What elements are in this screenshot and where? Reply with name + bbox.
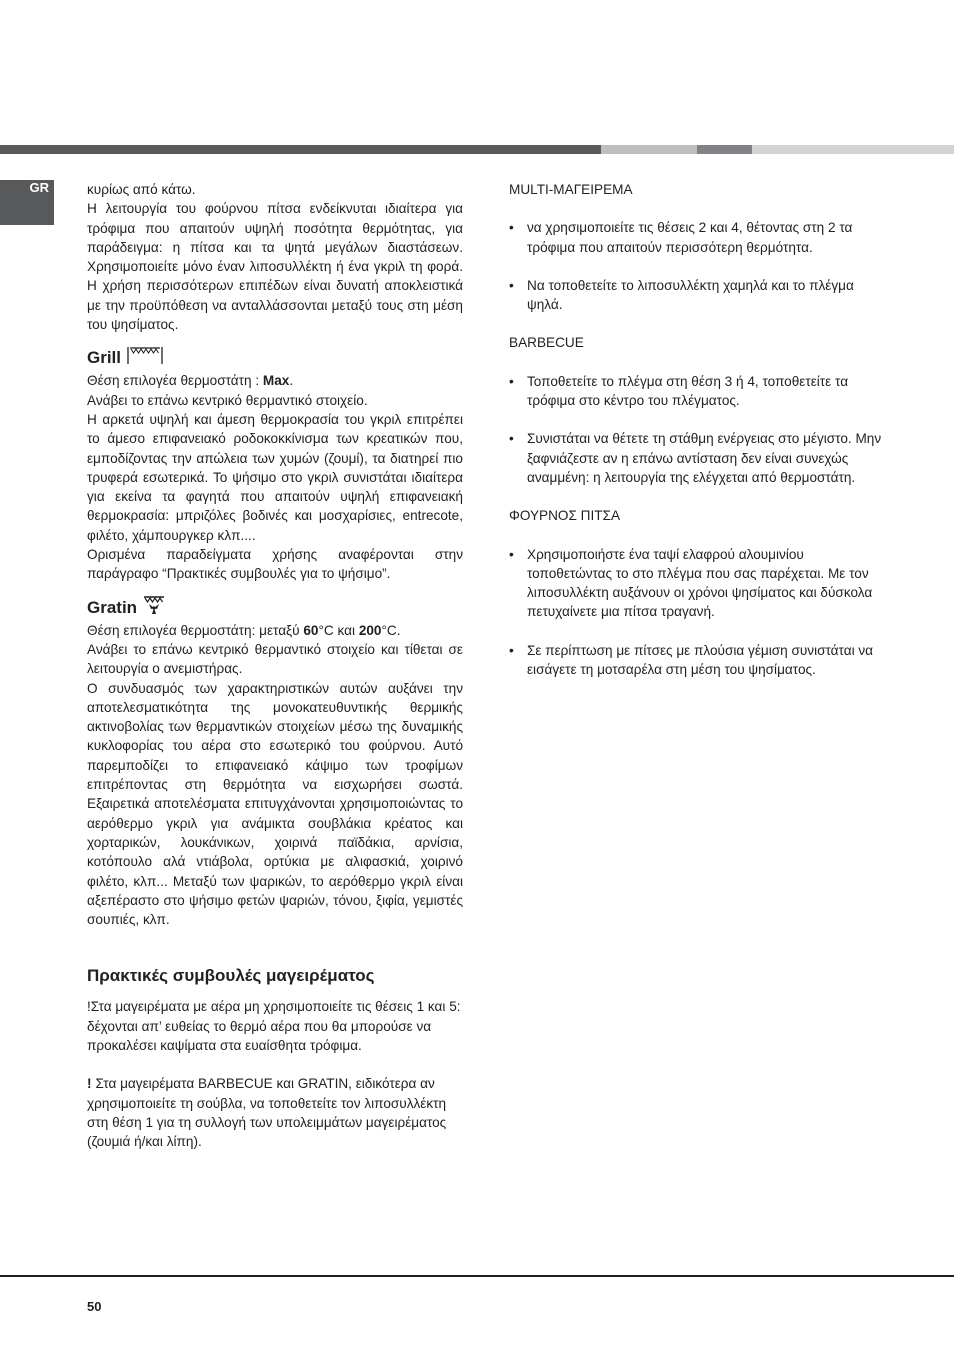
grill-element-line: Ανάβει το επάνω κεντρικό θερμαντικό στοιχείο. (87, 392, 368, 408)
language-tab: GR (0, 180, 54, 225)
left-column (87, 180, 463, 1151)
header-bar-dark (0, 145, 601, 154)
barbecue-list (509, 372, 889, 487)
list-item: • Συνιστάται να θέτετε τη στάθμη ενέργειας στο μέγιστο. Μην ξαφνιάζεστε αν η επάνω αντίσταση δεν είναι συνεχώς αναμμένη: η λειτουργία της ελέγχεται από θερμοστάτη. (509, 429, 889, 487)
list-item: • Να τοποθετείτε το λιποσυλλέκτη χαμηλά και το πλέγμα ψηλά. (509, 276, 889, 315)
tip-warning: ! Στα μαγειρέματα BARBECUE και GRATIN, ειδικότερα αν χρησιμοποιείτε τη σούβλα, να τοποθετείτε τον λιποσυλλέκτη στη θέση 1 για τη συλλογή των υπολειμμάτων μαγειρέματος (ζουμιά ή/και λίπη). (87, 1076, 447, 1150)
grill-title: Grill (87, 348, 122, 368)
multi-list (509, 218, 889, 314)
grill-setting: Θέση επιλογέα θερμοστάτη : Max. (87, 373, 294, 389)
warning-mark: ! (87, 1076, 92, 1092)
section-label-barbecue: BARBECUE (509, 335, 584, 351)
grill-icon (127, 345, 163, 371)
intro-paragraph: Η λειτουργία του φούρνου πίτσα ενδείκνυται ιδιαίτερα για τρόφιμα που απαιτούν υψηλή ποσότητα θερμότητας, για παράδειγμα: η πίτσα και τα ψητά μεγάλων διαστάσεων. Χρησιμοποιείτε μόνο έναν λιποσυλλέκτη ή ένα γκριλ τη φορά. Η χρήση περισσότερων επιπέδων είναι δυνατή αποκλειστικά με την προϋπόθεση να ανταλλάσσονται μεταξύ τους στη μέση του ψησίματος. (87, 201, 463, 333)
warning-mark: ! (87, 999, 91, 1015)
gratin-body: Ο συνδυασμός των χαρακτηριστικών αυτών αυξάνει την αποτελεσματικότητα της μονοκατευθυντικής θερμικής ακτινοβολίας των θερμαντικών στοιχείων μέσω της δυναμικής κυκλοφορίας του αέρα στο εσωτερικό του φούρνου. Αυτό παρεμποδίζει το επιφανειακό κάψιμο των τροφίμων επιτρέποντας στη θερμότητα να εισχωρήσει σωστά. Εξαιρετικά αποτελέσματα επιτυγχάνονται χρησιμοποιώντας το αερόθερμο γκριλ για ανάμικτα σουβλάκια κρέατος και χορταρικών, λουκάνικων, χοιρινά παϊδάκια, αρνίσια, κοτόπουλο αλά ντιάβολα, ορτύκια με αλιφασκιά, χοιρινό φιλέτο, κλπ... Μεταξύ των ψαρικών, το αερόθερμο γκριλ είναι αξεπέραστο στο ψήσιμο φετών ψαριών, τόνου, ξιφία, γεμιστές σουπιές, κλπ. (87, 680, 463, 928)
gratin-fan-icon (143, 595, 165, 621)
gratin-setting: Θέση επιλογέα θερμοστάτη: μεταξύ 60°C και 200°C. (87, 622, 401, 638)
pizza-list (509, 545, 889, 680)
grill-heading (87, 345, 463, 371)
footer-rule (0, 1275, 954, 1277)
list-item: • Χρησιμοποιήστε ένα ταψί ελαφρού αλουμινίου τοποθετώντας το στο πλέγμα που σας παρέχεται. Με τον λιποσυλλέκτη αυξάνουν οι χρόνοι ψησίματος και δύσκολα πετυχαίνετε μια πίτσα τραγανή. (509, 545, 889, 622)
intro-line: κυρίως από κάτω. (87, 182, 196, 197)
header-bar-light (601, 145, 697, 154)
section-label-multi: MULTI-ΜΑΓΕΙΡΕΜΑ (509, 182, 633, 197)
tips-heading: Πρακτικές συμβουλές μαγειρέματος (87, 966, 375, 986)
grill-reference: Ορισμένα παραδείγματα χρήσης αναφέρονται στην παράγραφο “Πρακτικές συμβουλές για το ψήσιμο”. (87, 547, 463, 582)
page-number: 50 (87, 1299, 102, 1314)
tip-warning: !Στα μαγειρέματα με αέρα μη χρησιμοποιείτε τις θέσεις 1 και 5: δέχονται απ’ ευθείας το θερμό αέρα που θα μπορούσε να προκαλέσει καψίματα στα ευαίσθητα τρόφιμα. (87, 999, 461, 1053)
list-item: • Τοποθετείτε το πλέγμα στη θέση 3 ή 4, τοποθετείτε τα τρόφιμα στο κέντρο του πλέγματος. (509, 372, 889, 411)
gratin-title: Gratin (87, 597, 138, 617)
grill-body: Η αρκετά υψηλή και άμεση θερμοκρασία του γκριλ επιτρέπει το άμεσο επιφανειακό ροδοκοκκίνισμα των κρεατικών που, εμποδίζοντας την απώλεια των χυμών (ζουμί), τα διατηρεί πιο τρυφερά εσωτερικά. Το ψήσιμο στο γκριλ συνιστάται ιδιαίτερα για εκείνα τα φαγητά που απαιτούν υψηλή επιφανειακή θερμοκρασία: μπριζόλες βοδινές και μοσχαρίσιες, entrecote, φιλέτο, χάμπουργκερ κλπ.... (87, 411, 463, 543)
right-column (509, 180, 889, 698)
section-label-pizza: ΦΟΥΡΝΟΣ ΠΙΤΣΑ (509, 508, 621, 524)
header-bar-pale (752, 145, 954, 154)
list-item: • Σε περίπτωση με πίτσες με πλούσια γέμιση συνιστάται να εισάγετε τη μοτσαρέλα στη μέση του ψησίματος. (509, 641, 889, 680)
header-bar-mid (697, 145, 752, 154)
gratin-heading (87, 595, 463, 621)
gratin-element-line: Ανάβει το επάνω κεντρικό θερμαντικό στοιχείο και τίθεται σε λειτουργία ο ανεμιστήρας. (87, 641, 463, 677)
list-item: • να χρησιμοποιείτε τις θέσεις 2 και 4, θέτοντας στη 2 τα τρόφιμα που απαιτούν περισσότερη θερμότητα. (509, 218, 889, 257)
